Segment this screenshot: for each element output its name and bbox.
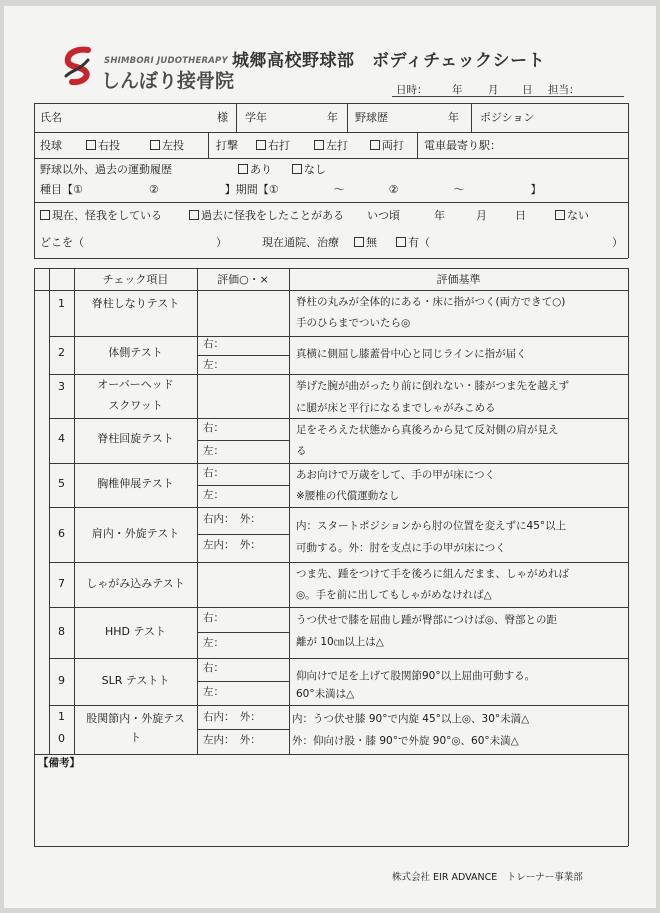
row-divider bbox=[49, 607, 628, 608]
row-item: 脊柱しなりテスト bbox=[91, 297, 180, 310]
yes-label: あり bbox=[250, 163, 272, 176]
eval-right[interactable]: 右： bbox=[203, 612, 224, 624]
injury-none-option[interactable] bbox=[555, 209, 589, 222]
eval-left[interactable]: 左： bbox=[203, 686, 224, 698]
remarks-border bbox=[628, 754, 629, 846]
eval-right-inner-outer[interactable]: 右内： 外： bbox=[203, 513, 261, 525]
checkbox[interactable] bbox=[370, 140, 380, 150]
checkbox[interactable] bbox=[555, 210, 565, 220]
row-criteria: 真横に側屈し膝蓋骨中心と同じラインに指が届く bbox=[296, 348, 527, 360]
row-criteria: 内：スタートポジションから肘の位置を変えずに45°以上 bbox=[296, 520, 567, 532]
eval-left[interactable]: 左： bbox=[203, 489, 224, 501]
row-divider bbox=[49, 374, 628, 375]
eval-divider bbox=[197, 632, 289, 633]
row-criteria: に腿が床と平行になるまでしゃがみこめる bbox=[296, 402, 496, 414]
checkbox[interactable] bbox=[40, 210, 50, 220]
experience-unit: 年 bbox=[448, 111, 459, 124]
checkbox[interactable] bbox=[150, 140, 160, 150]
divider bbox=[471, 103, 472, 132]
row-item: スクワット bbox=[108, 399, 163, 412]
row-item: 股関節内・外旋テス bbox=[86, 712, 185, 725]
event-period-line: 種目【① ② 】期間【① ～ ② ～ 】 bbox=[40, 183, 542, 196]
date-year: 年 bbox=[452, 84, 463, 96]
throw-left-label: 左投 bbox=[162, 139, 184, 152]
row-criteria: うつ伏せで膝を屈曲し踵が臀部につけば◎、臀部との距 bbox=[296, 614, 557, 626]
row-number: 5 bbox=[58, 477, 65, 490]
row-number: 9 bbox=[58, 674, 65, 687]
row-item: 脊柱回旋テスト bbox=[97, 432, 174, 445]
remarks-label: 【備考】 bbox=[38, 757, 80, 769]
throw-left-option[interactable] bbox=[150, 139, 184, 152]
page-title: 城郷高校野球部 ボディチェックシート bbox=[232, 51, 546, 71]
row-criteria: 挙げた腕が曲がったり前に倒れない・膝がつま先を越えず bbox=[296, 380, 569, 392]
remarks-border bbox=[34, 846, 628, 847]
throw-right-option[interactable] bbox=[86, 139, 120, 152]
row-number: 6 bbox=[58, 527, 65, 540]
checkbox[interactable] bbox=[86, 140, 96, 150]
row-number: 8 bbox=[58, 625, 65, 638]
divider bbox=[34, 202, 628, 203]
row-criteria: ※腰椎の代償運動なし bbox=[296, 490, 400, 502]
row-item: 肩内・外旋テスト bbox=[91, 527, 180, 540]
checkbox[interactable] bbox=[189, 210, 199, 220]
row-item: 胸椎伸展テスト bbox=[97, 477, 174, 490]
clinic-logo-icon bbox=[58, 46, 102, 86]
row-divider bbox=[49, 336, 628, 337]
row-criteria: 足をそろえた状態から真後ろから見て反対側の肩が見え bbox=[296, 424, 559, 436]
divider bbox=[34, 103, 35, 258]
injury-year: 年 bbox=[434, 209, 445, 222]
eval-right-inner-outer[interactable]: 右内： 外： bbox=[203, 711, 261, 723]
divider bbox=[417, 132, 418, 158]
checkbox[interactable] bbox=[292, 164, 302, 174]
row-number: 1 bbox=[58, 297, 65, 310]
eval-divider bbox=[197, 355, 289, 356]
checkbox[interactable] bbox=[354, 237, 364, 247]
checkbox[interactable] bbox=[238, 164, 248, 174]
treatment-close-paren: ） bbox=[612, 236, 623, 249]
throw-label: 投球 bbox=[40, 139, 62, 152]
bat-both-option[interactable] bbox=[370, 139, 404, 152]
brand-japanese: しんぼり接骨院 bbox=[101, 70, 235, 92]
row-criteria: つま先、踵をつけて手を後ろに組んだまま、しゃがめれば bbox=[296, 568, 569, 580]
divider bbox=[34, 158, 628, 159]
eval-divider bbox=[197, 440, 289, 441]
grade-label: 学年 bbox=[245, 111, 267, 124]
column-header-criteria: 評価基準 bbox=[436, 273, 481, 286]
checkbox[interactable] bbox=[314, 140, 324, 150]
divider bbox=[236, 103, 237, 132]
divider bbox=[34, 132, 628, 133]
bat-label: 打撃 bbox=[216, 139, 238, 152]
injury-past-label: 過去に怪我をしたことがある bbox=[201, 209, 344, 222]
injury-current-label: 現在、怪我をしている bbox=[52, 209, 162, 222]
name-honorific: 様 bbox=[217, 111, 228, 124]
row-divider bbox=[49, 507, 628, 508]
eval-divider bbox=[197, 729, 289, 730]
table-border bbox=[628, 268, 629, 754]
row-number: 7 bbox=[58, 577, 65, 590]
table-border bbox=[289, 268, 290, 754]
row-divider bbox=[49, 463, 628, 464]
bat-both-label: 両打 bbox=[382, 139, 404, 152]
row-item: しゃがみ込みテスト bbox=[86, 577, 185, 590]
when-label: いつ頃 bbox=[367, 209, 400, 222]
eval-divider bbox=[197, 681, 289, 682]
eval-left-inner-outer[interactable]: 左内： 外： bbox=[203, 734, 261, 746]
column-header-item: チェック項目 bbox=[102, 273, 169, 286]
divider bbox=[34, 258, 628, 259]
injury-current-option[interactable] bbox=[40, 209, 162, 222]
eval-left[interactable]: 左： bbox=[203, 445, 224, 457]
divider bbox=[34, 103, 628, 104]
eval-left[interactable]: 左： bbox=[203, 359, 224, 371]
row-item: オーバーヘッド bbox=[97, 378, 174, 391]
other-sports-no[interactable] bbox=[292, 163, 326, 176]
date-month: 月 bbox=[488, 84, 499, 96]
date-underline bbox=[392, 96, 624, 97]
eval-right[interactable]: 右： bbox=[203, 422, 224, 434]
row-criteria: 仰向けで足を上げて股関節90°以上屈曲可動する。 bbox=[296, 670, 536, 682]
divider bbox=[208, 132, 209, 158]
remarks-field[interactable] bbox=[40, 772, 624, 842]
table-border bbox=[34, 754, 628, 755]
eval-left-inner-outer[interactable]: 左内： 外： bbox=[203, 539, 261, 551]
bat-right-option[interactable] bbox=[256, 139, 290, 152]
where-line: どこを（ ） bbox=[40, 236, 227, 249]
bat-right-label: 右打 bbox=[268, 139, 290, 152]
eval-divider bbox=[197, 485, 289, 486]
staff-label: 担当： bbox=[548, 84, 580, 96]
row-number: 3 bbox=[58, 380, 65, 393]
row-criteria: あお向けで万歳をして、手の甲が床につく bbox=[296, 469, 496, 481]
column-header-eval: 評価○・× bbox=[217, 273, 269, 286]
row-criteria: る bbox=[296, 445, 307, 457]
checkbox[interactable] bbox=[396, 237, 406, 247]
treatment-none-option[interactable] bbox=[354, 236, 377, 249]
table-border bbox=[34, 268, 628, 269]
other-sports-label: 野球以外、過去の運動履歴 bbox=[40, 163, 172, 176]
row-divider bbox=[49, 418, 628, 419]
injury-past-option[interactable] bbox=[189, 209, 344, 222]
row-number: 0 bbox=[58, 732, 65, 745]
row-item: 体側テスト bbox=[108, 346, 163, 359]
row-criteria: 内：うつ伏せ膝 90°で内旋 45°以上◎、30°未満△ bbox=[292, 713, 530, 725]
experience-label: 野球歴 bbox=[355, 111, 388, 124]
eval-right[interactable]: 右： bbox=[203, 338, 224, 350]
treatment-none-label: 無 bbox=[366, 236, 377, 249]
other-sports-yes[interactable] bbox=[238, 163, 272, 176]
station-label: 電車最寄り駅： bbox=[424, 139, 501, 152]
remarks-border bbox=[34, 754, 35, 846]
treatment-yes-label: 有（ bbox=[408, 236, 430, 249]
row-criteria: 離が 10㎝以上は△ bbox=[296, 636, 384, 648]
row-criteria: 外：仰向け股・膝 90°で外旋 90°◎、60°未満△ bbox=[292, 735, 519, 747]
eval-right[interactable]: 右： bbox=[203, 662, 224, 674]
bat-left-label: 左打 bbox=[326, 139, 348, 152]
no-label: なし bbox=[304, 163, 326, 176]
date-day: 日 bbox=[522, 84, 533, 96]
eval-right[interactable]: 右： bbox=[203, 467, 224, 479]
row-criteria: 60°未満は△ bbox=[296, 688, 355, 700]
eval-divider bbox=[197, 534, 289, 535]
injury-month: 月 bbox=[476, 209, 487, 222]
row-number: 1 bbox=[58, 710, 65, 723]
eval-left[interactable]: 左： bbox=[203, 637, 224, 649]
throw-right-label: 右投 bbox=[98, 139, 120, 152]
row-item: ト bbox=[130, 731, 141, 744]
footer-company: 株式会社 EIR ADVANCE トレーナー事業部 bbox=[392, 872, 583, 883]
row-criteria: 可動する。外：肘を支点に手の甲が床につく bbox=[296, 542, 506, 554]
row-item: SLR テストト bbox=[101, 674, 170, 687]
row-number: 4 bbox=[58, 432, 65, 445]
row-criteria: 脊柱の丸みが全体的にある・床に指がつく(両方できて○) bbox=[296, 296, 566, 308]
date-label: 日時： bbox=[396, 84, 428, 96]
checkbox[interactable] bbox=[256, 140, 266, 150]
divider bbox=[628, 103, 629, 258]
row-item: HHD テスト bbox=[104, 625, 167, 638]
treatment-yes-option[interactable] bbox=[396, 236, 430, 249]
row-criteria: 手のひらまでついたら◎ bbox=[296, 317, 411, 329]
table-border bbox=[34, 290, 628, 291]
row-number: 2 bbox=[58, 346, 65, 359]
none-label: ない bbox=[567, 209, 589, 222]
name-label: 氏名 bbox=[40, 111, 62, 124]
brand-english: SHIMBORI JUDOTHERAPY bbox=[104, 56, 228, 66]
grade-unit: 年 bbox=[327, 111, 338, 124]
table-border bbox=[34, 268, 35, 754]
divider bbox=[347, 103, 348, 132]
treatment-label: 現在通院、治療 bbox=[262, 236, 339, 249]
row-divider bbox=[49, 562, 628, 563]
row-divider bbox=[49, 705, 628, 706]
row-divider bbox=[49, 658, 628, 659]
bat-left-option[interactable] bbox=[314, 139, 348, 152]
row-criteria: ◎。手を前に出してもしゃがめなければ△ bbox=[296, 589, 492, 601]
injury-day: 日 bbox=[515, 209, 526, 222]
position-label: ポジション bbox=[480, 111, 535, 124]
